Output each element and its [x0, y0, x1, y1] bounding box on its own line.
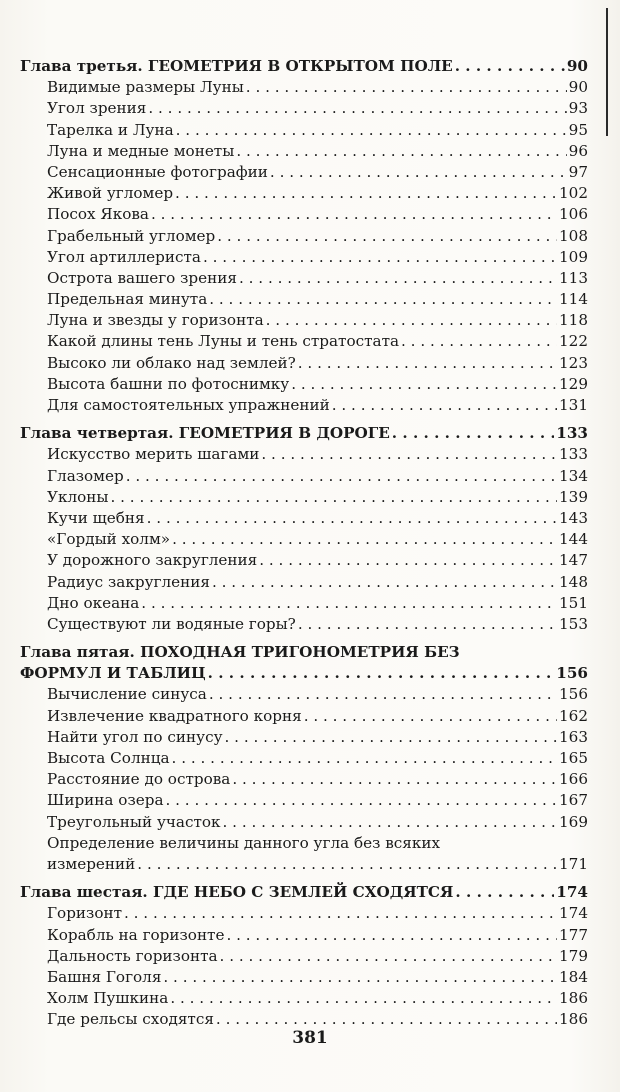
- chapter-heading: [20, 56, 588, 77]
- toc-entry-page: 134: [559, 466, 588, 485]
- section-gap: [20, 416, 588, 423]
- section-gap: [20, 635, 588, 642]
- dot-leader: [170, 988, 557, 1009]
- toc-entry: [20, 727, 588, 748]
- toc-entry: [20, 529, 588, 550]
- toc-entry-title: Расстояние до острова: [47, 770, 231, 789]
- dot-leader: [172, 748, 557, 769]
- chapter-heading: [20, 642, 588, 663]
- toc-entry-title: Дно океана: [47, 593, 140, 612]
- toc-entry: [20, 572, 588, 593]
- dot-leader: [163, 967, 557, 988]
- section-gap: [20, 875, 588, 882]
- dot-leader: [392, 423, 555, 444]
- dot-leader: [226, 925, 557, 946]
- toc-entry: [20, 247, 588, 268]
- dot-leader: [147, 508, 557, 529]
- dot-leader: [270, 162, 567, 183]
- toc-entry: [20, 310, 588, 331]
- toc-entry-page: 96: [568, 141, 588, 160]
- toc-entry-page: 148: [559, 572, 588, 591]
- dot-leader: [141, 593, 557, 614]
- dot-leader: [298, 353, 557, 374]
- toc-entry-page: 139: [559, 487, 588, 506]
- dot-leader: [209, 289, 557, 310]
- toc-entry: [20, 684, 588, 705]
- toc-entry-page: 113: [559, 268, 588, 287]
- dot-leader: [455, 882, 554, 903]
- toc-entry-page: 108: [559, 226, 588, 245]
- toc-entry-title: Луна и медные монеты: [47, 141, 235, 160]
- toc-entry: [20, 331, 588, 352]
- toc-entry-title: Где рельсы сходятся: [47, 1010, 214, 1029]
- toc-entry: [20, 204, 588, 225]
- dot-leader: [203, 247, 557, 268]
- toc-entry: [20, 444, 588, 465]
- toc-entry-page: 122: [559, 332, 588, 351]
- toc-entry-page: 162: [559, 706, 588, 725]
- toc-entry: [20, 967, 588, 988]
- chapter-heading-page: 90: [566, 57, 588, 75]
- toc-entry-title: Грабельный угломер: [47, 226, 216, 245]
- toc-entry-page: 151: [559, 593, 588, 612]
- dot-leader: [239, 268, 557, 289]
- toc-entry: [20, 120, 588, 141]
- toc-entry-title: Сенсационные фотографии: [47, 162, 268, 181]
- toc-entry-page: 169: [559, 812, 588, 831]
- chapter-heading-title: Глава третья. ГЕОМЕТРИЯ В ОТКРЫТОМ ПОЛЕ: [20, 57, 453, 75]
- dot-leader: [209, 684, 557, 705]
- dot-leader: [166, 790, 558, 811]
- dot-leader: [220, 946, 557, 967]
- toc-entry: [20, 988, 588, 1009]
- chapter-heading-page: 156: [556, 664, 588, 683]
- toc-entry: [20, 833, 588, 854]
- toc-entry-title: Ширина озера: [47, 791, 164, 810]
- toc-entry: [20, 98, 588, 119]
- toc-entry-title: Башня Гоголя: [47, 967, 162, 986]
- dot-leader: [259, 550, 557, 571]
- toc-entry-page: 184: [559, 967, 588, 986]
- dot-leader: [455, 56, 565, 77]
- dot-leader: [261, 444, 557, 465]
- chapter-heading-title: Глава пятая. ПОХОДНАЯ ТРИГОНОМЕТРИЯ БЕЗ: [20, 643, 460, 662]
- toc-entry-page: 174: [559, 904, 588, 923]
- chapter-heading: [20, 663, 588, 684]
- toc-entry-title: Извлечение квадратного корня: [47, 706, 302, 725]
- toc-entry-title: Живой угломер: [47, 184, 174, 203]
- dot-leader: [332, 395, 557, 416]
- toc-entry-title: Высоко ли облако над землей?: [47, 353, 296, 372]
- dot-leader: [175, 183, 557, 204]
- toc-entry-page: 171: [559, 854, 588, 873]
- toc-entry-title: Уклоны: [47, 487, 109, 506]
- dot-leader: [110, 487, 557, 508]
- toc-entry-page: 90: [568, 78, 588, 97]
- page-edge-mark: [606, 8, 608, 136]
- toc-entry-page: 93: [568, 99, 588, 118]
- dot-leader: [212, 572, 557, 593]
- toc-entry-title: Какой длины тень Луны и тень стратостата: [47, 332, 400, 351]
- toc-entry-page: 95: [568, 120, 588, 139]
- dot-leader: [217, 226, 557, 247]
- toc-entry-page: 186: [559, 1010, 588, 1029]
- toc-entry-title: Вычисление синуса: [47, 685, 207, 704]
- toc-entry-page: 165: [559, 749, 588, 767]
- toc-entry: [20, 162, 588, 183]
- toc-entry: [20, 925, 588, 946]
- toc-entry-page: 167: [559, 791, 588, 810]
- toc-entry: [20, 854, 588, 875]
- toc-entry-title: «Гордый холм»: [47, 530, 171, 549]
- toc-entry-page: 177: [559, 925, 588, 944]
- toc-entry-page: 163: [559, 727, 588, 746]
- dot-leader: [172, 529, 557, 550]
- toc-entry: [20, 769, 588, 790]
- toc-entry-title: Дальность горизонта: [47, 946, 218, 965]
- toc-entry-title: Угол зрения: [47, 99, 147, 118]
- toc-entry-title: Предельная минута: [47, 290, 208, 309]
- toc-entry-title: У дорожного закругления: [47, 551, 258, 570]
- toc-entry: [20, 466, 588, 487]
- dot-leader: [176, 120, 567, 141]
- dot-leader: [291, 374, 557, 395]
- dot-leader: [151, 204, 557, 225]
- dot-leader: [225, 727, 557, 748]
- toc-entry-page: 166: [559, 770, 588, 789]
- toc-entry: [20, 183, 588, 204]
- toc-entry-title: Высота башни по фотоснимку: [47, 374, 290, 393]
- toc-entry-page: 179: [559, 946, 588, 965]
- dot-leader: [401, 331, 557, 352]
- toc-entry: [20, 77, 588, 98]
- toc-entry-page: 118: [559, 311, 588, 330]
- toc-entry-title: Найти угол по синусу: [47, 727, 223, 746]
- table-of-contents: [20, 56, 588, 1030]
- dot-leader: [124, 903, 557, 924]
- toc-entry-title: Угол артиллериста: [47, 247, 201, 266]
- toc-entry-title: Острота вашего зрения: [47, 268, 237, 287]
- toc-entry-page: 109: [559, 247, 588, 266]
- toc-entry: [20, 550, 588, 571]
- toc-entry-title: Корабль на горизонте: [47, 925, 225, 944]
- dot-leader: [298, 614, 557, 635]
- dot-leader: [148, 98, 566, 119]
- toc-entry: [20, 268, 588, 289]
- toc-entry: [20, 487, 588, 508]
- toc-entry-title: Определение величины данного угла без всяких: [47, 833, 441, 852]
- chapter-heading-page: 133: [556, 424, 588, 443]
- toc-entry-page: 97: [568, 162, 588, 181]
- chapter-heading: [20, 882, 588, 903]
- toc-entry-page: 123: [559, 353, 588, 372]
- toc-entry-title: Треугольный участок: [47, 812, 221, 831]
- toc-entry: [20, 141, 588, 162]
- toc-entry-page: 147: [559, 551, 588, 570]
- toc-entry: [20, 748, 588, 769]
- dot-leader: [232, 769, 557, 790]
- toc-entry: [20, 614, 588, 635]
- chapter-heading-title: Глава четвертая. ГЕОМЕТРИЯ В ДОРОГЕ: [20, 424, 390, 443]
- toc-entry-title: Глазомер: [47, 466, 124, 485]
- toc-entry-title: измерений: [47, 854, 136, 873]
- dot-leader: [126, 466, 557, 487]
- chapter-heading-page: 174: [556, 883, 588, 902]
- toc-entry: [20, 395, 588, 416]
- toc-entry: [20, 353, 588, 374]
- toc-entry: [20, 790, 588, 811]
- toc-entry: [20, 903, 588, 924]
- chapter-heading-title: Глава шестая. ГДЕ НЕБО С ЗЕМЛЕЙ СХОДЯТСЯ: [20, 883, 454, 902]
- toc-entry: [20, 946, 588, 967]
- toc-entry-title: Холм Пушкина: [47, 989, 169, 1008]
- dot-leader: [223, 812, 557, 833]
- dot-leader: [236, 141, 566, 162]
- page-number: 381: [292, 1028, 328, 1048]
- toc-entry-page: 106: [559, 205, 588, 224]
- chapter-heading-title: ФОРМУЛ И ТАБЛИЦ: [20, 664, 206, 683]
- dot-leader: [266, 310, 557, 331]
- toc-entry-title: Радиус закругления: [47, 572, 210, 591]
- toc-entry-title: Кучи щебня: [47, 508, 145, 527]
- toc-entry-page: 131: [559, 396, 588, 414]
- toc-entry-title: Высота Солнца: [47, 749, 170, 767]
- toc-entry: [20, 508, 588, 529]
- toc-entry-title: Горизонт: [47, 904, 122, 923]
- toc-entry-page: 156: [559, 685, 588, 704]
- toc-entry-page: 143: [559, 508, 588, 527]
- toc-entry-page: 186: [559, 989, 588, 1008]
- toc-entry-title: Существуют ли водяные горы?: [47, 614, 296, 633]
- chapter-heading: [20, 423, 588, 444]
- toc-entry: [20, 289, 588, 310]
- toc-entry-title: Для самостоятельных упражнений: [47, 396, 330, 414]
- toc-entry-title: Луна и звезды у горизонта: [47, 311, 264, 330]
- dot-leader: [137, 854, 557, 875]
- dot-leader: [246, 77, 567, 98]
- toc-entry: [20, 706, 588, 727]
- dot-leader: [208, 663, 555, 684]
- toc-entry-page: 129: [559, 374, 588, 393]
- toc-entry-page: 144: [559, 530, 588, 549]
- toc-entry-title: Посох Якова: [47, 205, 149, 224]
- toc-entry: [20, 593, 588, 614]
- toc-entry-page: 153: [559, 614, 588, 633]
- toc-entry-page: 114: [559, 290, 588, 309]
- toc-entry: [20, 226, 588, 247]
- toc-entry-page: 133: [559, 445, 588, 464]
- toc-entry-title: Искусство мерить шагами: [47, 445, 260, 464]
- toc-entry-page: 102: [559, 184, 588, 203]
- toc-entry-title: Видимые размеры Луны: [47, 78, 244, 97]
- dot-leader: [304, 706, 557, 727]
- toc-entry: [20, 374, 588, 395]
- toc-entry: [20, 812, 588, 833]
- toc-entry-title: Тарелка и Луна: [47, 120, 174, 139]
